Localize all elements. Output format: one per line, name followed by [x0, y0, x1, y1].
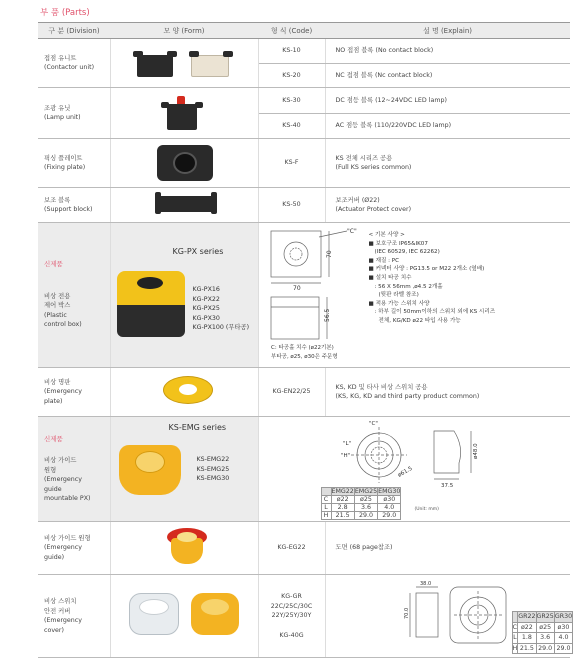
division-en: cover)	[44, 626, 64, 634]
table-cell: 21.5	[331, 512, 354, 520]
spec-line: ■ 설치 타공 치수	[368, 274, 412, 281]
division-ko: 비상 전용	[44, 292, 71, 300]
form-support	[110, 188, 258, 223]
form-lamp	[110, 88, 258, 139]
control-box-drawing	[259, 223, 571, 367]
model-item: KG-PX22	[192, 295, 220, 303]
table-header: GR25	[536, 613, 554, 620]
division-emg-guide-px	[38, 417, 110, 522]
table-cell: 3.6	[354, 504, 377, 512]
table-cell: ø22	[518, 622, 536, 633]
table-cell: ø25	[354, 496, 377, 504]
table-cell: 29.0	[554, 643, 572, 654]
contactor-nc-clip	[223, 51, 233, 57]
table-row	[512, 643, 573, 654]
spec-line: ■ 적용 가능 스위치 사양	[368, 300, 430, 307]
table-row	[321, 496, 401, 504]
division-ko: 안전 커버	[44, 607, 71, 615]
model-item: KG-PX25	[192, 305, 220, 312]
row-lamp	[38, 88, 570, 114]
code-line: KG-40G	[279, 631, 304, 639]
table-cell: 4.0	[554, 633, 572, 644]
row-support	[38, 188, 570, 223]
spec-line: ■ 커넥터 사양 : PG13.5 or M22 2개소 (옆배)	[368, 266, 485, 273]
cover-front-outline	[450, 587, 506, 643]
spec-block	[369, 231, 496, 326]
division-ko: 비상 명판	[44, 378, 71, 386]
explain-ks10: NO 접점 블록 (No contact block)	[325, 39, 570, 64]
cover-images	[111, 575, 258, 657]
table-cell: C	[512, 623, 518, 631]
table-row	[321, 488, 401, 496]
explain-line: KS 전체 시리즈 공용	[335, 154, 393, 162]
lamp-body	[167, 104, 197, 130]
division-ko: 픽싱 플레이트	[44, 154, 83, 162]
emg-side-profile	[434, 431, 461, 473]
model-item: KS-EMG25	[196, 465, 230, 473]
header-form: 모 양 (Form)	[110, 23, 258, 39]
division-ko: 비상 스위치	[44, 598, 77, 605]
division-emergency-plate	[38, 368, 110, 417]
division-cover	[38, 575, 110, 658]
dim-diameter: ø61.5	[396, 465, 414, 479]
explain-ks50	[325, 188, 570, 223]
series-title: KG-PX series	[172, 247, 224, 256]
code-line: KG-GR 22C/25C/30C	[270, 593, 313, 610]
explain-kgeg: 도면 (68 page참조)	[325, 522, 570, 575]
support-block-leg	[211, 192, 217, 214]
division-en: (Emergency	[44, 617, 82, 624]
control-box-base	[117, 305, 185, 337]
division-en: (Fixing plate)	[44, 164, 86, 171]
table-cell: 2.8	[331, 504, 354, 512]
model-item: KG-PX100 (무타공)	[192, 324, 250, 331]
table-row	[512, 622, 573, 633]
explain-ks20: NC 접점 블록 (Nc contact block)	[325, 63, 570, 88]
contactor-no-clip	[133, 51, 143, 57]
table-cell: 1.8	[518, 633, 536, 644]
division-en: guide	[44, 485, 62, 493]
new-product-label: 신제품	[44, 260, 63, 269]
header-explain: 설 명 (Explain)	[325, 23, 570, 39]
table-cell: ø30	[554, 622, 572, 633]
division-en: guide)	[44, 553, 65, 561]
explain-line: (KS, KG, KD and third party product common)	[335, 393, 480, 400]
dim-c: "C"	[368, 421, 378, 427]
table-cell: 21.5	[518, 643, 536, 654]
division-ko: 비상 가이드 원형	[44, 534, 91, 542]
spec-line: : 56 X 56mm ,ø4.5 2개홀	[374, 283, 443, 290]
division-ko: 원형	[44, 466, 57, 474]
emg-guide-panel	[111, 417, 258, 521]
row-fixing	[38, 139, 570, 188]
explain-line: (Actuator Protect cover)	[335, 206, 412, 213]
spec-line: ■ 재질 : PC	[368, 257, 400, 264]
table-cell: 29.0	[354, 512, 377, 520]
section-title: 부 품 (Parts)	[40, 8, 90, 18]
emg-guide-image	[111, 522, 258, 574]
division-ko: 제어 박스	[44, 302, 71, 310]
emergency-plate-image	[111, 368, 258, 416]
lamp-clip	[195, 102, 203, 108]
cover-drawing	[326, 575, 571, 657]
cover-clear-opening	[139, 599, 169, 615]
dim-depth: 37.5	[440, 483, 453, 489]
explain-ks30: DC 점등 블록 (12~24VDC LED lamp)	[325, 88, 570, 114]
form-fixing	[110, 139, 258, 188]
table-cell: ø22	[331, 496, 354, 504]
header-division: 구 분 (Division)	[38, 23, 110, 39]
dim-top: 38.0	[419, 581, 431, 587]
code-kggr	[258, 575, 325, 658]
spec-line: (IEC 60529, IEC 62262)	[374, 249, 440, 256]
dim-h: "H"	[340, 453, 350, 459]
form-contactor	[110, 39, 258, 88]
explain-line: 보조커버 (Ø22)	[335, 196, 380, 204]
model-item: KS-EMG22	[196, 456, 230, 463]
support-block-image	[111, 188, 258, 222]
fixing-plate-image	[111, 139, 258, 187]
table-cell: 29.0	[536, 643, 554, 654]
explain-line: (Full KS series common)	[335, 164, 412, 171]
explain-line: KS, KD 및 타사 비상 스위치 공용	[335, 383, 428, 391]
spec-line: 전체, KG/KD ø22 타입 사용 가능	[378, 317, 461, 324]
emg-guide-drawing-cell	[258, 417, 570, 522]
table-cell: ø30	[378, 496, 401, 504]
division-ko: 비상 가이드	[44, 457, 77, 464]
explain-kgen	[325, 368, 570, 417]
dim-side: 70.0	[403, 607, 410, 619]
spec-line: ■ 보호구조 IP65&IK07	[368, 240, 428, 247]
division-ko: 보조 블록	[44, 196, 71, 204]
table-corner	[321, 488, 331, 496]
emg-dimension-table	[321, 487, 402, 520]
side-view-outline	[271, 297, 319, 339]
contactor-nc-clip	[189, 51, 199, 57]
code-line: 22Y/25Y/30Y	[271, 612, 312, 619]
model-list	[197, 455, 230, 484]
table-cell: C	[321, 496, 331, 504]
division-emg-guide	[38, 522, 110, 575]
lamp-clip	[161, 102, 169, 108]
row-cover	[38, 575, 570, 658]
table-cell: L	[513, 634, 517, 641]
new-product-label: 신제품	[44, 434, 63, 443]
division-en: (Emergency	[44, 544, 82, 552]
table-header: EMG25	[354, 488, 378, 495]
division-en: (Support block)	[44, 206, 93, 213]
table-cell: H	[512, 644, 518, 652]
dim-height: ø48.0	[472, 443, 479, 459]
support-block-body	[155, 196, 217, 212]
code-kgeg: KG-EG22	[258, 522, 325, 575]
contactor-images	[111, 39, 258, 87]
control-box-hole	[137, 277, 163, 289]
table-header: EMG30	[378, 488, 401, 495]
division-support	[38, 188, 110, 223]
contactor-no-clip	[167, 51, 177, 57]
note-line-2: 부타공, ø25, ø30은 주문형	[270, 354, 338, 360]
table-row	[512, 612, 573, 623]
table-header-row	[38, 23, 570, 39]
form-control-box	[110, 223, 258, 368]
explain-kggr	[325, 575, 573, 658]
spec-line: : 하부 길이 50mm이하의 스위치 외에 KS 시리즈	[374, 309, 496, 316]
emg-guide-drawing	[259, 417, 571, 521]
division-ko: 조광 유닛	[44, 104, 71, 112]
division-en: (Emergency	[44, 476, 82, 483]
form-cover	[110, 575, 258, 658]
note-line-1: C: 타공홀 치수 (ø22기본)	[270, 345, 334, 351]
dim-c: "C"	[346, 228, 357, 235]
division-en: (Emergency	[44, 388, 82, 396]
dim-depth: 56.5	[323, 308, 331, 322]
division-en: (Contactor unit)	[44, 64, 95, 71]
emg-guide-dimension-drawing	[259, 417, 571, 521]
code-ks10: KS-10	[258, 39, 325, 64]
code-ksf: KS-F	[258, 139, 325, 188]
cover-yellow-opening	[201, 599, 229, 615]
cover-dimension-table	[512, 611, 574, 654]
row-control-box	[38, 223, 570, 368]
row-contactor	[38, 39, 570, 64]
division-en: (Plastic	[44, 311, 67, 319]
form-emergency-plate	[110, 368, 258, 417]
spec-title: < 기본 사양 >	[368, 232, 405, 238]
table-unit: (Unit: mm)	[414, 507, 439, 512]
table-cell: ø25	[536, 622, 554, 633]
table-header: EMG22	[331, 488, 354, 495]
cover-side-outline	[416, 593, 438, 637]
contactor-nc-image	[191, 55, 229, 77]
front-view-hole	[284, 242, 308, 266]
emergency-plate-hole	[179, 384, 197, 395]
division-en: mountable PX)	[44, 495, 91, 502]
table-cell: H	[321, 512, 331, 520]
code-ks50: KS-50	[258, 188, 325, 223]
control-box-drawing-cell	[258, 223, 570, 368]
model-list	[193, 285, 250, 333]
table-row	[321, 504, 401, 512]
control-box-panel	[111, 223, 258, 367]
division-en: control box)	[44, 321, 82, 329]
series-title: KS-EMG series	[168, 423, 227, 432]
code-ks30: KS-30	[258, 88, 325, 114]
table-cell: 4.0	[378, 504, 401, 512]
form-emg-guide	[110, 522, 258, 575]
division-en: plate)	[44, 397, 63, 405]
support-block-leg	[155, 192, 161, 214]
header-code: 형 식 (Code)	[258, 23, 325, 39]
division-en: (Lamp unit)	[44, 114, 81, 121]
model-item: KG-PX16	[192, 286, 220, 293]
spec-line: (뒷판 라벨 참조)	[378, 292, 419, 299]
contactor-no-image	[137, 55, 173, 77]
division-fixing	[38, 139, 110, 188]
code-ks20: KS-20	[258, 63, 325, 88]
table-row	[321, 512, 401, 520]
front-view-outline	[271, 231, 321, 277]
division-control-box	[38, 223, 110, 368]
table-header: GR22	[518, 613, 536, 620]
table-header: GR30	[554, 613, 573, 620]
code-ks40: KS-40	[258, 113, 325, 139]
explain-ksf	[325, 139, 570, 188]
dim-height: 70	[325, 250, 333, 258]
row-emergency-plate	[38, 368, 570, 417]
dim-width: 70	[292, 285, 301, 292]
dim-l: "L"	[342, 441, 351, 447]
parts-table	[38, 22, 573, 658]
row-emg-guide-px	[38, 417, 570, 522]
emg-guide-opening	[135, 451, 165, 473]
model-item: KS-EMG30	[196, 475, 230, 482]
division-ko: 접점 유니트	[44, 54, 77, 62]
explain-ks40: AC 점등 블록 (110/220VDC LED lamp)	[325, 113, 570, 139]
table-cell: 29.0	[378, 512, 401, 520]
code-kgen: KG-EN22/25	[258, 368, 325, 417]
table-cell: 3.6	[536, 633, 554, 644]
division-contactor	[38, 39, 110, 88]
row-emg-guide	[38, 522, 570, 575]
table-cell: L	[321, 504, 331, 512]
fixing-plate-ring	[173, 152, 197, 174]
form-emg-guide-px	[110, 417, 258, 522]
table-row	[512, 633, 573, 644]
model-item: KG-PX30	[192, 314, 220, 322]
division-lamp	[38, 88, 110, 139]
emg-guide-opening	[177, 532, 197, 542]
lamp-image	[111, 88, 258, 138]
